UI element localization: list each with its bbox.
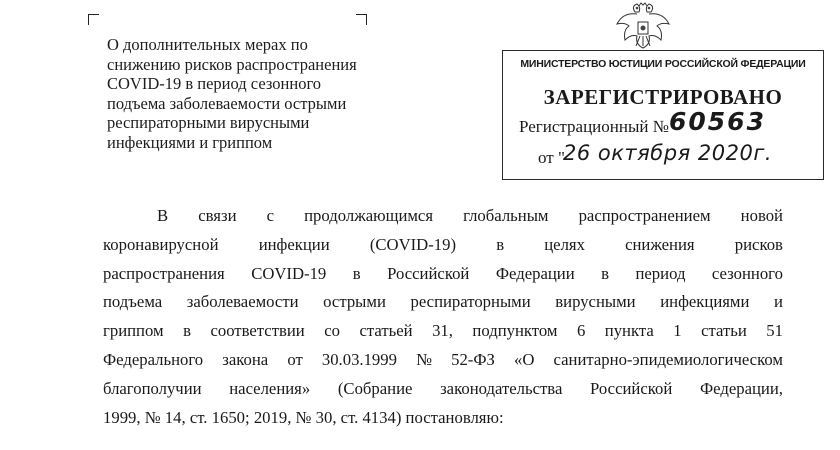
body-word: 51 bbox=[766, 321, 783, 341]
body-word: от bbox=[287, 349, 303, 369]
body-word: в bbox=[496, 234, 505, 254]
body-word: острыми bbox=[323, 292, 386, 312]
body-word: статьей bbox=[359, 321, 413, 341]
body-word: подъема bbox=[103, 292, 163, 312]
body-word: в bbox=[352, 263, 361, 283]
body-word: продолжающимся bbox=[304, 206, 434, 225]
body-word: 31, bbox=[432, 321, 453, 341]
title-corner-mark-left bbox=[88, 14, 99, 25]
body-line bbox=[103, 231, 783, 260]
body-word: распространением bbox=[578, 206, 711, 225]
title-corner-mark-right bbox=[356, 14, 367, 25]
title-line: О дополнительных мерах по bbox=[107, 35, 308, 54]
stamp-date-handwritten: 26 октября 2020г. bbox=[563, 141, 773, 165]
body-word: распространения bbox=[103, 263, 225, 283]
stamp-date-prefix: от " bbox=[538, 148, 565, 167]
body-word: благополучии bbox=[103, 378, 202, 398]
body-word: новой bbox=[740, 206, 783, 225]
body-word: 52-ФЗ bbox=[451, 349, 495, 369]
document-title bbox=[107, 35, 367, 152]
body-word: подпунктом bbox=[472, 321, 558, 341]
body-word: «О bbox=[514, 349, 535, 369]
body-word: снижения bbox=[625, 234, 695, 254]
body-word: коронавирусной bbox=[103, 234, 219, 254]
body-line bbox=[103, 375, 783, 404]
body-word: пункта bbox=[604, 321, 654, 341]
body-word: период bbox=[635, 263, 686, 283]
title-line: респираторными вирусными bbox=[107, 113, 310, 132]
body-word: с bbox=[266, 206, 275, 225]
body-word: гриппом bbox=[103, 321, 164, 341]
title-line: инфекциями и гриппом bbox=[107, 132, 273, 152]
body-line bbox=[103, 260, 783, 289]
body-word: вирусными bbox=[555, 292, 636, 312]
body-word: законодательства bbox=[440, 378, 563, 398]
stamp-registration-label: Регистрационный № bbox=[519, 117, 669, 136]
body-word: в bbox=[183, 321, 191, 341]
body-word: закона bbox=[222, 349, 269, 369]
body-word: Российской bbox=[590, 378, 673, 398]
body-word: целях bbox=[544, 234, 585, 254]
body-line bbox=[103, 288, 783, 317]
body-word: Российской bbox=[387, 263, 470, 283]
body-word: Федерации bbox=[495, 263, 575, 283]
body-line bbox=[103, 346, 783, 375]
body-word: 1 bbox=[673, 321, 682, 341]
body-word: 30.03.1999 bbox=[321, 349, 397, 369]
body-word: со bbox=[324, 321, 340, 341]
body-word: Федерального bbox=[103, 349, 204, 369]
body-word: санитарно-эпидемиологическом bbox=[553, 349, 783, 369]
stamp-registration-number: 60563 bbox=[669, 107, 766, 136]
body-word: заболеваемости bbox=[186, 292, 299, 312]
stamp-ministry-name: МИНИСТЕРСТВО ЮСТИЦИИ РОССИЙСКОЙ ФЕДЕРАЦИИ bbox=[520, 58, 806, 70]
body-word: инфекциями bbox=[660, 292, 750, 312]
title-line: COVID-19 в период сезонного bbox=[107, 74, 322, 93]
registration-stamp bbox=[502, 50, 824, 180]
body-line bbox=[103, 317, 783, 346]
body-word: (COVID-19) bbox=[369, 234, 457, 254]
body-word: В bbox=[157, 206, 169, 225]
body-word: сезонного bbox=[711, 263, 783, 283]
body-line bbox=[103, 404, 783, 433]
body-word: статьи bbox=[701, 321, 747, 341]
stamp-status: ЗАРЕГИСТРИРОВАНО bbox=[543, 85, 783, 109]
body-word: глобальным bbox=[463, 206, 549, 225]
body-word: 6 bbox=[576, 321, 586, 341]
document-body-paragraph bbox=[103, 202, 783, 432]
body-word: соответствии bbox=[210, 321, 305, 341]
body-word: Федерации, bbox=[699, 378, 783, 398]
body-word: № bbox=[416, 349, 432, 369]
body-word: рисков bbox=[734, 234, 783, 254]
coat-of-arms-emblem-icon bbox=[613, 2, 673, 50]
body-word: населения» bbox=[229, 378, 311, 398]
body-word: 1999, № 14, ст. 1650; 2019, № 30, ст. 4134) постановляю: bbox=[103, 407, 504, 427]
body-word: COVID-19 bbox=[251, 263, 327, 283]
body-word: в bbox=[601, 263, 609, 283]
body-word: (Собрание bbox=[337, 378, 413, 398]
title-line: подъема заболеваемости острыми bbox=[107, 93, 347, 113]
body-word: респираторными bbox=[410, 292, 531, 312]
body-word: и bbox=[774, 292, 783, 312]
title-line: снижению рисков распространения bbox=[107, 54, 357, 74]
body-word: связи bbox=[198, 206, 237, 225]
body-line bbox=[103, 202, 783, 231]
body-word: инфекции bbox=[258, 234, 330, 254]
